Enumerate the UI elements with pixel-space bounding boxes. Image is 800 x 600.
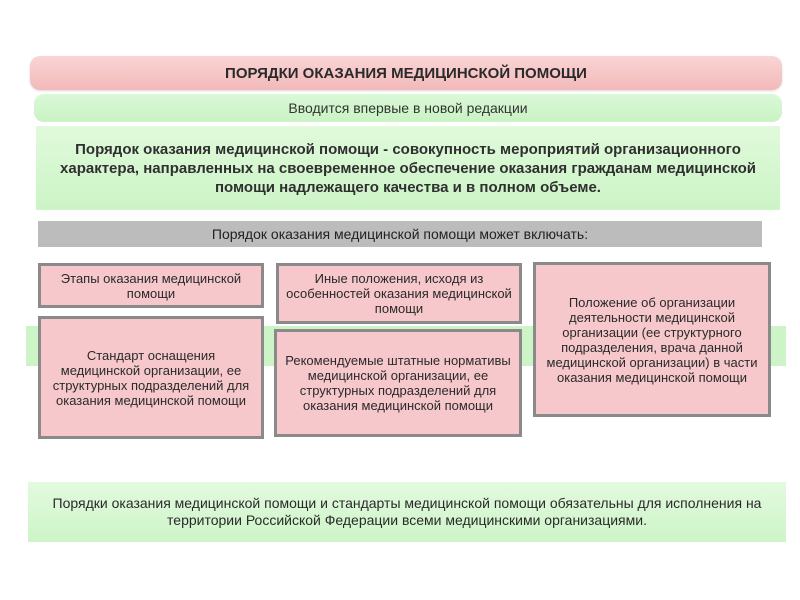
component-label: Иные положения, исходя из особенностей оказания медицинской помощи — [286, 271, 512, 316]
definition-box — [36, 126, 780, 210]
definition-text: Порядок оказания медицинской помощи - совокупность мероприятий организационного характера, направленных на своевременное обеспечение оказания гражданам медицинской помощи надлежащего качества и в полном объеме. — [60, 140, 756, 196]
component-card-staffing-norms — [274, 329, 522, 437]
component-card-equipment-standard — [38, 316, 264, 439]
diagram-title-text: ПОРЯДКИ ОКАЗАНИЯ МЕДИЦИНСКОЙ ПОМОЩИ — [225, 64, 587, 82]
component-label: Этапы оказания медицинской помощи — [60, 270, 242, 301]
component-label: Рекомендуемые штатные нормативы медицинской организации, ее структурных подразделений для оказания медицинской помощи — [285, 353, 511, 413]
subtitle-banner — [34, 94, 782, 122]
may-include-header — [38, 221, 762, 247]
diagram-title — [30, 56, 782, 90]
component-label: Положение об организации деятельности медицинской организации (ее структурного подразделения, врача данной медицинской организации) в части оказания медицинской помощи — [546, 294, 758, 385]
may-include-text: Порядок оказания медицинской помощи может включать: — [211, 226, 589, 242]
footer-text: Порядки оказания медицинской помощи и стандарты медицинской помощи обязательны для исполнения на территории Российской Федерации всеми медицинскими организациями. — [52, 495, 762, 528]
component-card-other-provisions — [276, 263, 522, 324]
component-label: Стандарт оснащения медицинской организации, ее структурных подразделений для оказания медицинской помощи — [52, 347, 250, 408]
component-card-stages — [38, 263, 264, 308]
component-card-organization-regulation — [533, 262, 771, 417]
footer-note — [28, 482, 786, 542]
subtitle-text: Вводится впервые в новой редакции — [288, 100, 528, 116]
